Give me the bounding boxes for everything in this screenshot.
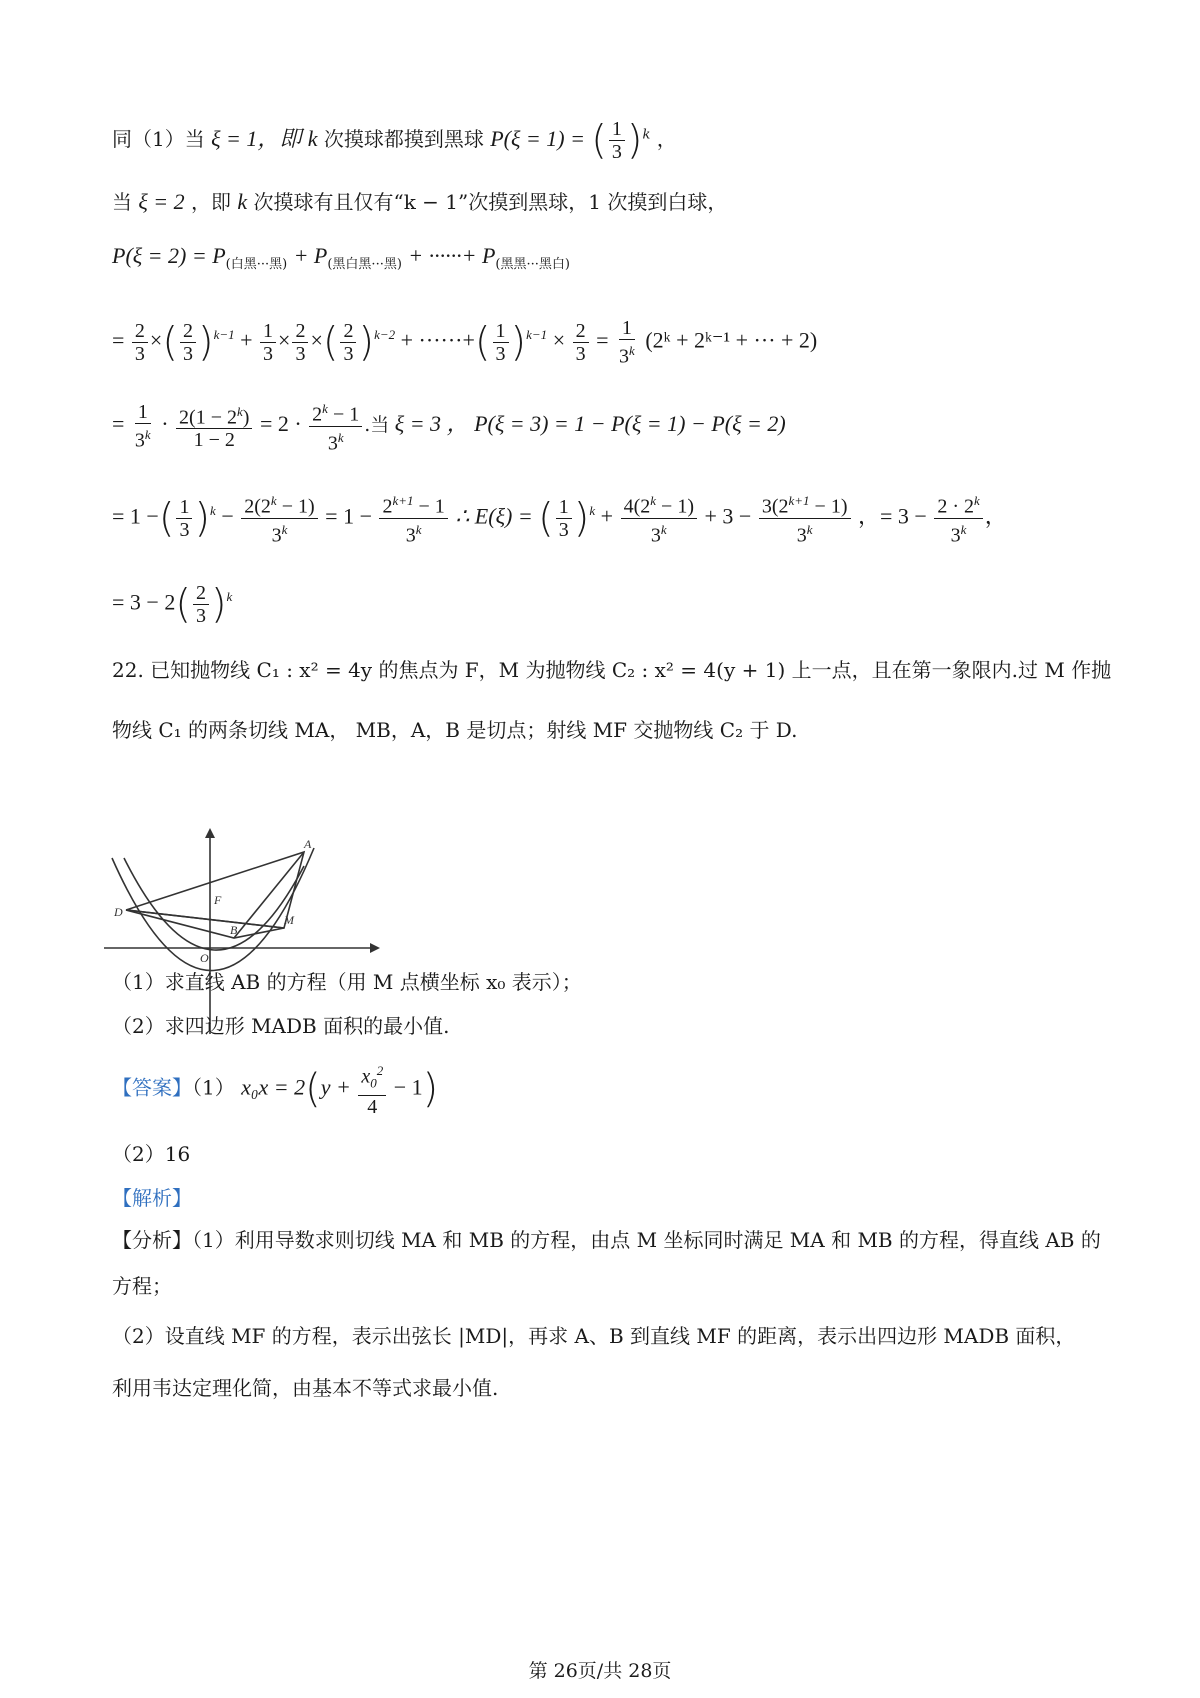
label-d: D: [114, 905, 123, 919]
subscript: (黑白黑···黑): [327, 257, 402, 272]
math: x₀x = 2: [241, 1074, 306, 1100]
math: = 1 −: [112, 503, 159, 529]
x-arrow: [370, 943, 380, 953]
text: 次摸球都摸到黑球: [323, 127, 484, 151]
paren-close: ): [626, 117, 643, 164]
subscript: (黑黑···黑白): [495, 257, 570, 272]
math: = 3 − 2: [112, 589, 176, 615]
math: ， P(ξ = 3) = 1 − P(ξ = 1) − P(ξ = 2): [446, 411, 786, 437]
text: 当: [112, 190, 132, 214]
text: 同（1）当: [112, 127, 205, 151]
line-3: [112, 242, 570, 279]
label-m: M: [284, 913, 294, 927]
math: + ······+ P: [408, 243, 496, 268]
parabola-c2: [112, 848, 314, 971]
line-7: = 3 − 2( $\frac{2}{3}$ )$^k$: [112, 581, 233, 628]
label-b: B: [230, 923, 238, 937]
math: = 2 ·: [259, 411, 302, 437]
math: P(ξ = 2) = P: [112, 243, 226, 268]
subscript: (白黑···黑): [225, 257, 288, 272]
math: ，= 3 −: [858, 503, 927, 529]
fraction: $\frac{1}{3}$: [609, 118, 625, 163]
label-o: O: [200, 951, 209, 965]
page-footer: 第 26页/共 28页: [528, 1660, 672, 1682]
math: P(ξ = 1) =: [490, 126, 585, 151]
math: + P: [293, 243, 328, 268]
math: ξ = 2: [138, 189, 185, 214]
parabola-figure: [104, 828, 380, 1034]
text: 次摸球有且仅有“k − 1”次摸到黑球，1 次摸到白球，: [253, 190, 728, 214]
math: ξ = 1，即: [211, 126, 302, 151]
text: ，即: [191, 190, 231, 214]
y-arrow: [205, 828, 215, 838]
segments-db: [126, 910, 284, 938]
math: (2ᵏ + 2ᵏ⁻¹ + ··· + 2): [645, 327, 818, 353]
line-1: 同（1）当 ξ = 1，即 k 次摸球都摸到黑球 P(ξ = 1) = ( $\frac{1}{3}$ )$^k$ ，: [112, 117, 677, 164]
math: = 1 −: [325, 503, 372, 529]
analysis-line-2: 方程；: [112, 1274, 172, 1298]
math: =: [112, 327, 125, 353]
q22-line-1: 22. 已知抛物线 C₁ : x² = 4y 的焦点为 F，M 为抛物线 C₂ : x² = 4(y + 1) 上一点，且在第一象限内.过 M 作抛: [112, 658, 1112, 682]
line-5: = $\frac{1}{3^k}$ · $\frac{2(1 - 2^k)}{1 - 2}$ = 2 · $\frac{2^k - 1}{3^k}$ .当 ξ = 3 ， P(ξ = 3) = 1 − P(ξ = 1) − P(ξ = 2): [112, 398, 786, 448]
text: ，: [656, 127, 677, 151]
line-6: = 1 −( $\frac{1}{3}$ )$^k$ − $\frac{2(2^k - 1)}{3^k}$ = 1 − $\frac{2^{k+1} - 1}{3^k}$ ∴ E(ξ) = ( $\frac{1}{3}$ )$^k$ + $\frac{4(2^k - 1)}{3^k}$ + 3 − $\frac{3(2^{k+1} - 1)}{3^k}$ ，= 3 − $\frac{2 \cdot 2^k}{3^k}$ ，: [112, 486, 1007, 536]
label-a: A: [304, 837, 312, 851]
math: ∴ E(ξ) =: [455, 503, 533, 529]
text: （1）: [192, 1075, 235, 1100]
analysis-line-1: 【分析】（1）利用导数求则切线 MA 和 MB 的方程，由点 M 坐标同时满足 MA 和 MB 的方程，得直线 AB 的: [112, 1228, 1101, 1252]
label-f: F: [214, 893, 222, 907]
analysis-tag: 【解析】: [112, 1186, 192, 1210]
text: .当: [364, 414, 390, 437]
sub-question-1: （1）求直线 AB 的方程（用 M 点横坐标 x₀ 表示）；: [112, 970, 582, 994]
math-k: k: [237, 189, 248, 214]
paren-open: (: [591, 117, 607, 164]
math: ξ = 3: [394, 411, 442, 437]
answer-line-2: （2）16: [112, 1142, 191, 1166]
q22-line-2: 物线 C₁ 的两条切线 MA， MB，A，B 是切点；射线 MF 交抛物线 C₂ 于 D.: [112, 718, 798, 742]
analysis-line-4: 利用韦达定理化简，由基本不等式求最小值.: [112, 1376, 499, 1400]
sub-question-2: （2）求四边形 MADB 面积的最小值.: [112, 1014, 450, 1038]
line-4: = $\frac{2}{3}$ ×( $\frac{2}{3}$ )$^{k-1}$ + $\frac{1}{3}$ × $\frac{2}{3}$ ×( $\frac{2}{3}$ )$^{k-2}$ + ······+( $\frac{1}{3}$ )$^{k-1}$ × $\frac{2}{3}$ = $\frac{1}{3^k}$ (2ᵏ + 2ᵏ⁻¹ + ··· + 2): [112, 316, 818, 368]
math-k: k: [307, 126, 318, 151]
answer-line-1: 【答案】（1） x₀x = 2(y + $\frac{x_0^2}{4}$ − 1): [112, 1060, 438, 1114]
line-2: [112, 188, 727, 216]
answer-tag: 【答案】: [112, 1075, 192, 1100]
analysis-line-3: （2）设直线 MF 的方程，表示出弦长 |MD|，再求 A、B 到直线 MF 的距离，表示出四边形 MADB 面积，: [112, 1324, 1076, 1348]
